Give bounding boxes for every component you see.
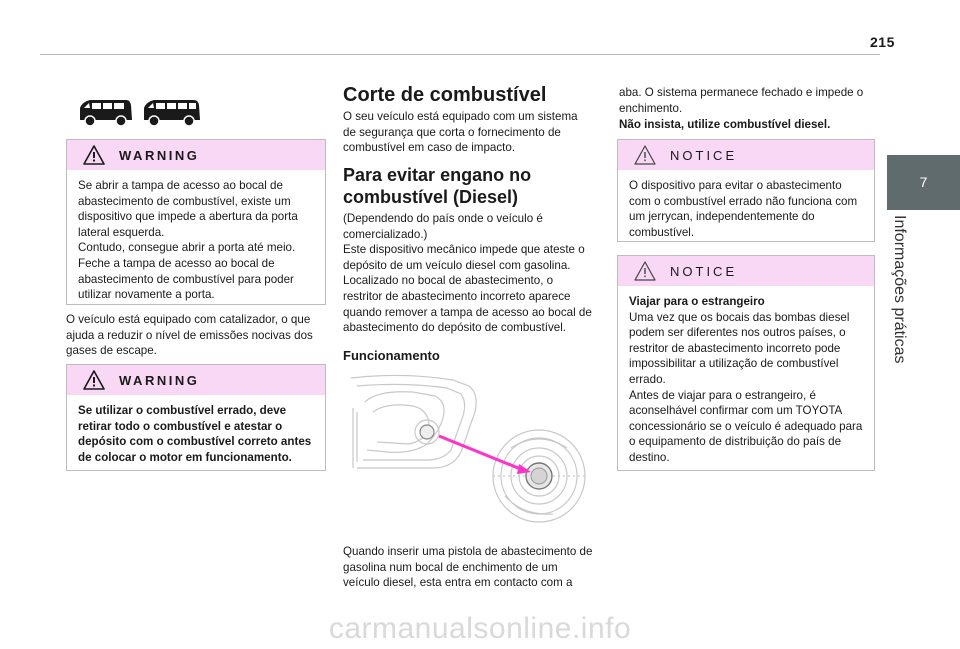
warning-header [67, 365, 325, 395]
warning-triangle-icon [83, 370, 105, 390]
chapter-label-text: Informações práticas [891, 215, 908, 364]
misfuel-paragraph: (Dependendo do país onde o veículo é comercializado.) Este dispositivo mecânico impede que ateste o depósito de um veículo diesel com gasolina. Localizado no bocal de abastecimento, o restritor de abastecimento incorreto aparece quando remover a tampa de acesso ao bocal de abastecimento do depósito de combustível. [343, 212, 592, 335]
notice-box-travel [617, 255, 875, 471]
warning-text: Se abrir a tampa de acesso ao bocal de abastecimento de combustível, existe um dispositivo que impede a abertura da porta lateral esquerda. Contudo, consegue abrir a porta até meio. Feche a tampa de acesso ao bocal de abastecimento de combustível para poder utilizar novamente a porta. [78, 179, 298, 302]
header-rule [40, 54, 880, 55]
warning-title: WARNING [119, 148, 200, 163]
notice-title: NOTICE [670, 148, 738, 163]
notice-subtitle: Viajar para o estrangeiro [629, 295, 765, 308]
fuel-filler-illustration [343, 372, 591, 530]
warning-triangle-icon [634, 145, 656, 165]
page-number: 215 [870, 34, 895, 50]
notice-body [618, 286, 874, 466]
chapter-tab[interactable]: 7 [887, 155, 960, 210]
warning-box-fuel [66, 364, 326, 471]
warning-text: Se utilizar o combustível errado, deve retirar todo o combustível e atestar o depósito com o combustível correto antes de colocar o motor em funcionamento. [78, 404, 312, 464]
warning-title: WARNING [119, 373, 200, 388]
operation-paragraph: Quando inserir uma pistola de abastecimento de gasolina num bocal de enchimento de um veículo diesel, esta entra em contacto com a [343, 545, 593, 590]
van-icon [76, 96, 134, 128]
watermark: carmanualsonline.info [328, 612, 632, 645]
heading-misfuel: Para evitar engano no combustível (Diesel) [343, 165, 532, 207]
warning-triangle-icon [634, 261, 656, 281]
notice-box-jerrycan [617, 139, 875, 242]
warning-header [67, 140, 325, 170]
notice-header [618, 140, 874, 170]
warning-triangle-icon [83, 145, 105, 165]
flap-paragraph: aba. O sistema permanece fechado e impede o enchimento. [619, 86, 864, 115]
notice-header [618, 256, 874, 286]
catalyst-paragraph: O veículo está equipado com catalizador, o que ajuda a reduzir o nível de emissões nocivas dos gases de escape. [66, 313, 313, 358]
heading-operation: Funcionamento [343, 348, 440, 363]
warning-box-door [66, 139, 326, 305]
fuel-cut-paragraph: O seu veículo está equipado com um sistema de segurança que corta o fornecimento de combustível em caso de impacto. [343, 110, 578, 155]
notice-text: O dispositivo para evitar o abastecimento com o combustível errado não funciona com um jerrycan, independentemente do combustível. [629, 179, 858, 239]
heading-fuel-cut: Corte de combustível [343, 84, 547, 106]
van-long-icon [140, 96, 202, 128]
notice-text: Uma vez que os bocais das bombas diesel podem ser diferentes nos outros países, o restritor de abastecimento incorreto pode impossibilitar a utilização de combustível errado. Antes de viajar para o estrangeiro, é aconselhável confirmar com um TOYOTA concessionário se o veículo é adequado para o equipamento de distribuição do país de destino. [629, 310, 863, 464]
diesel-advice: Não insista, utilize combustível diesel. [619, 118, 831, 131]
notice-title: NOTICE [670, 264, 738, 279]
